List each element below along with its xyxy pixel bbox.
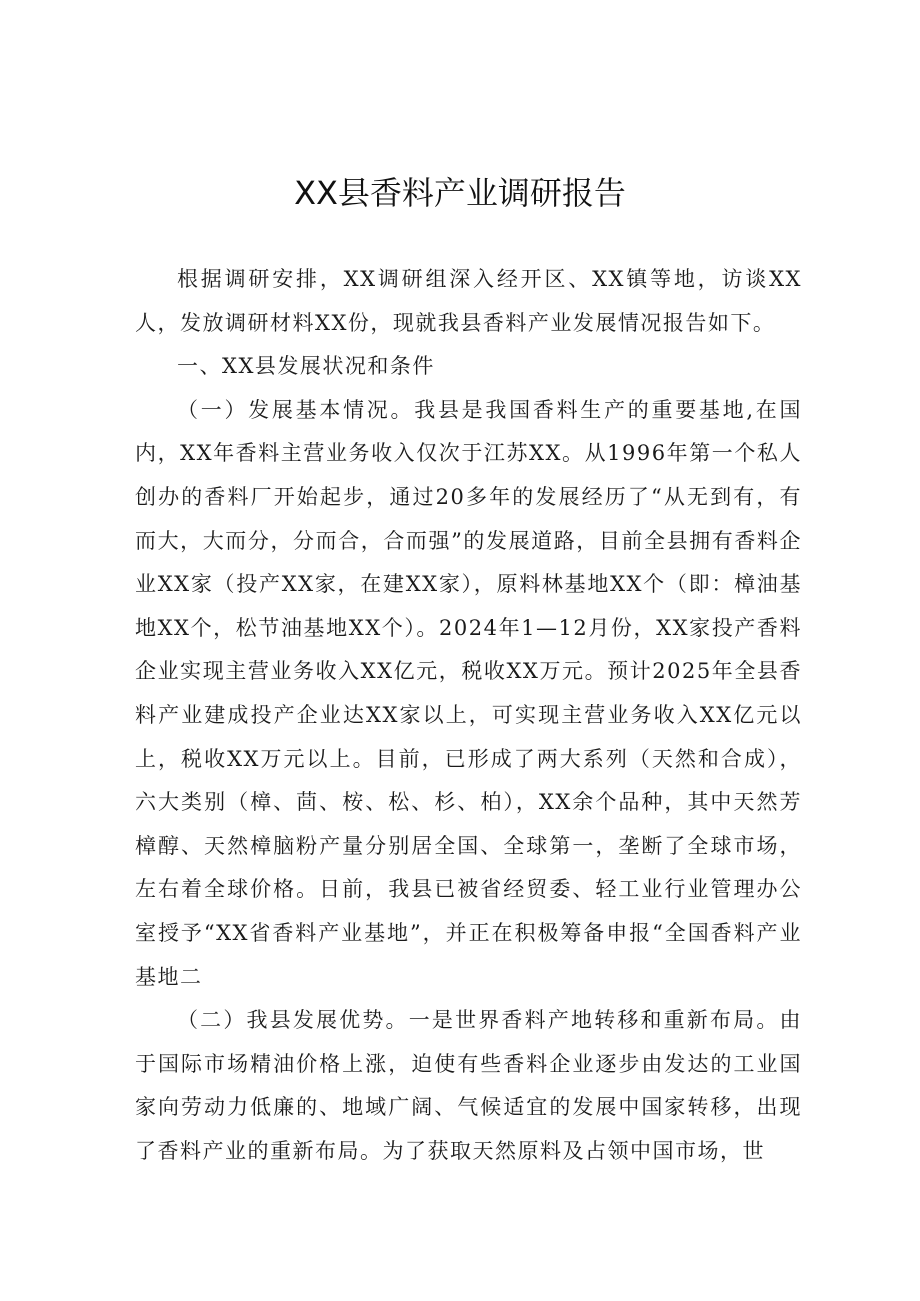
section-heading-1: 一、XX县发展状况和条件 — [177, 354, 435, 379]
subsection-advantages: （二）我县发展优势。一是世界香料产地转移和重新布局。由于国际市场精油价格上涨，迫使有些香料企业逐步由发达的工业国家向劳动力低廉的、地域广阔、气候适宜的发展中国家转移，出现了香料产业的重新布局。为了获取天然原料及占领中国市场，世 — [135, 1008, 802, 1163]
document-title: XX县香料产业调研报告 — [294, 174, 626, 212]
subsection-basic-situation: （一）发展基本情况。我县是我国香料生产的重要基地,在国内，XX年香料主营业务收入仅次于江苏XX。从1996年第一个私人创办的香料厂开始起步，通过20多年的发展经历了“从无到有，有而大，大而分，分而合，合而强”的发展道路，目前全县拥有香料企业XX家（投产XX家，在建XX家），原料林基地XX个（即：樟油基地XX个，松节油基地XX个）。2024年1—12月份，XX家投产香料企业实现主营业务收入XX亿元，税收XX万元。预计2025年全县香料产业建成投产企业达XX家以上，可实现主营业务收入XX亿元以上，税收XX万元以上。目前，已形成了两大系列（天然和合成），六大类别（樟、茴、桉、松、杉、柏），XX余个品种，其中天然芳樟醇、天然樟脑粉产量分别居全国、全球第一，垄断了全球市场，左右着全球价格。日前，我县已被省经贸委、轻工业行业管理办公室授予“XX省香料产业基地”，并正在积极筹备申报“全国香料产业基地二 — [135, 397, 802, 989]
document-body — [135, 258, 802, 1173]
intro-paragraph: 根据调研安排，XX调研组深入经开区、XX镇等地，访谈XX人，发放调研材料XX份，现就我县香料产业发展情况报告如下。 — [135, 267, 802, 335]
